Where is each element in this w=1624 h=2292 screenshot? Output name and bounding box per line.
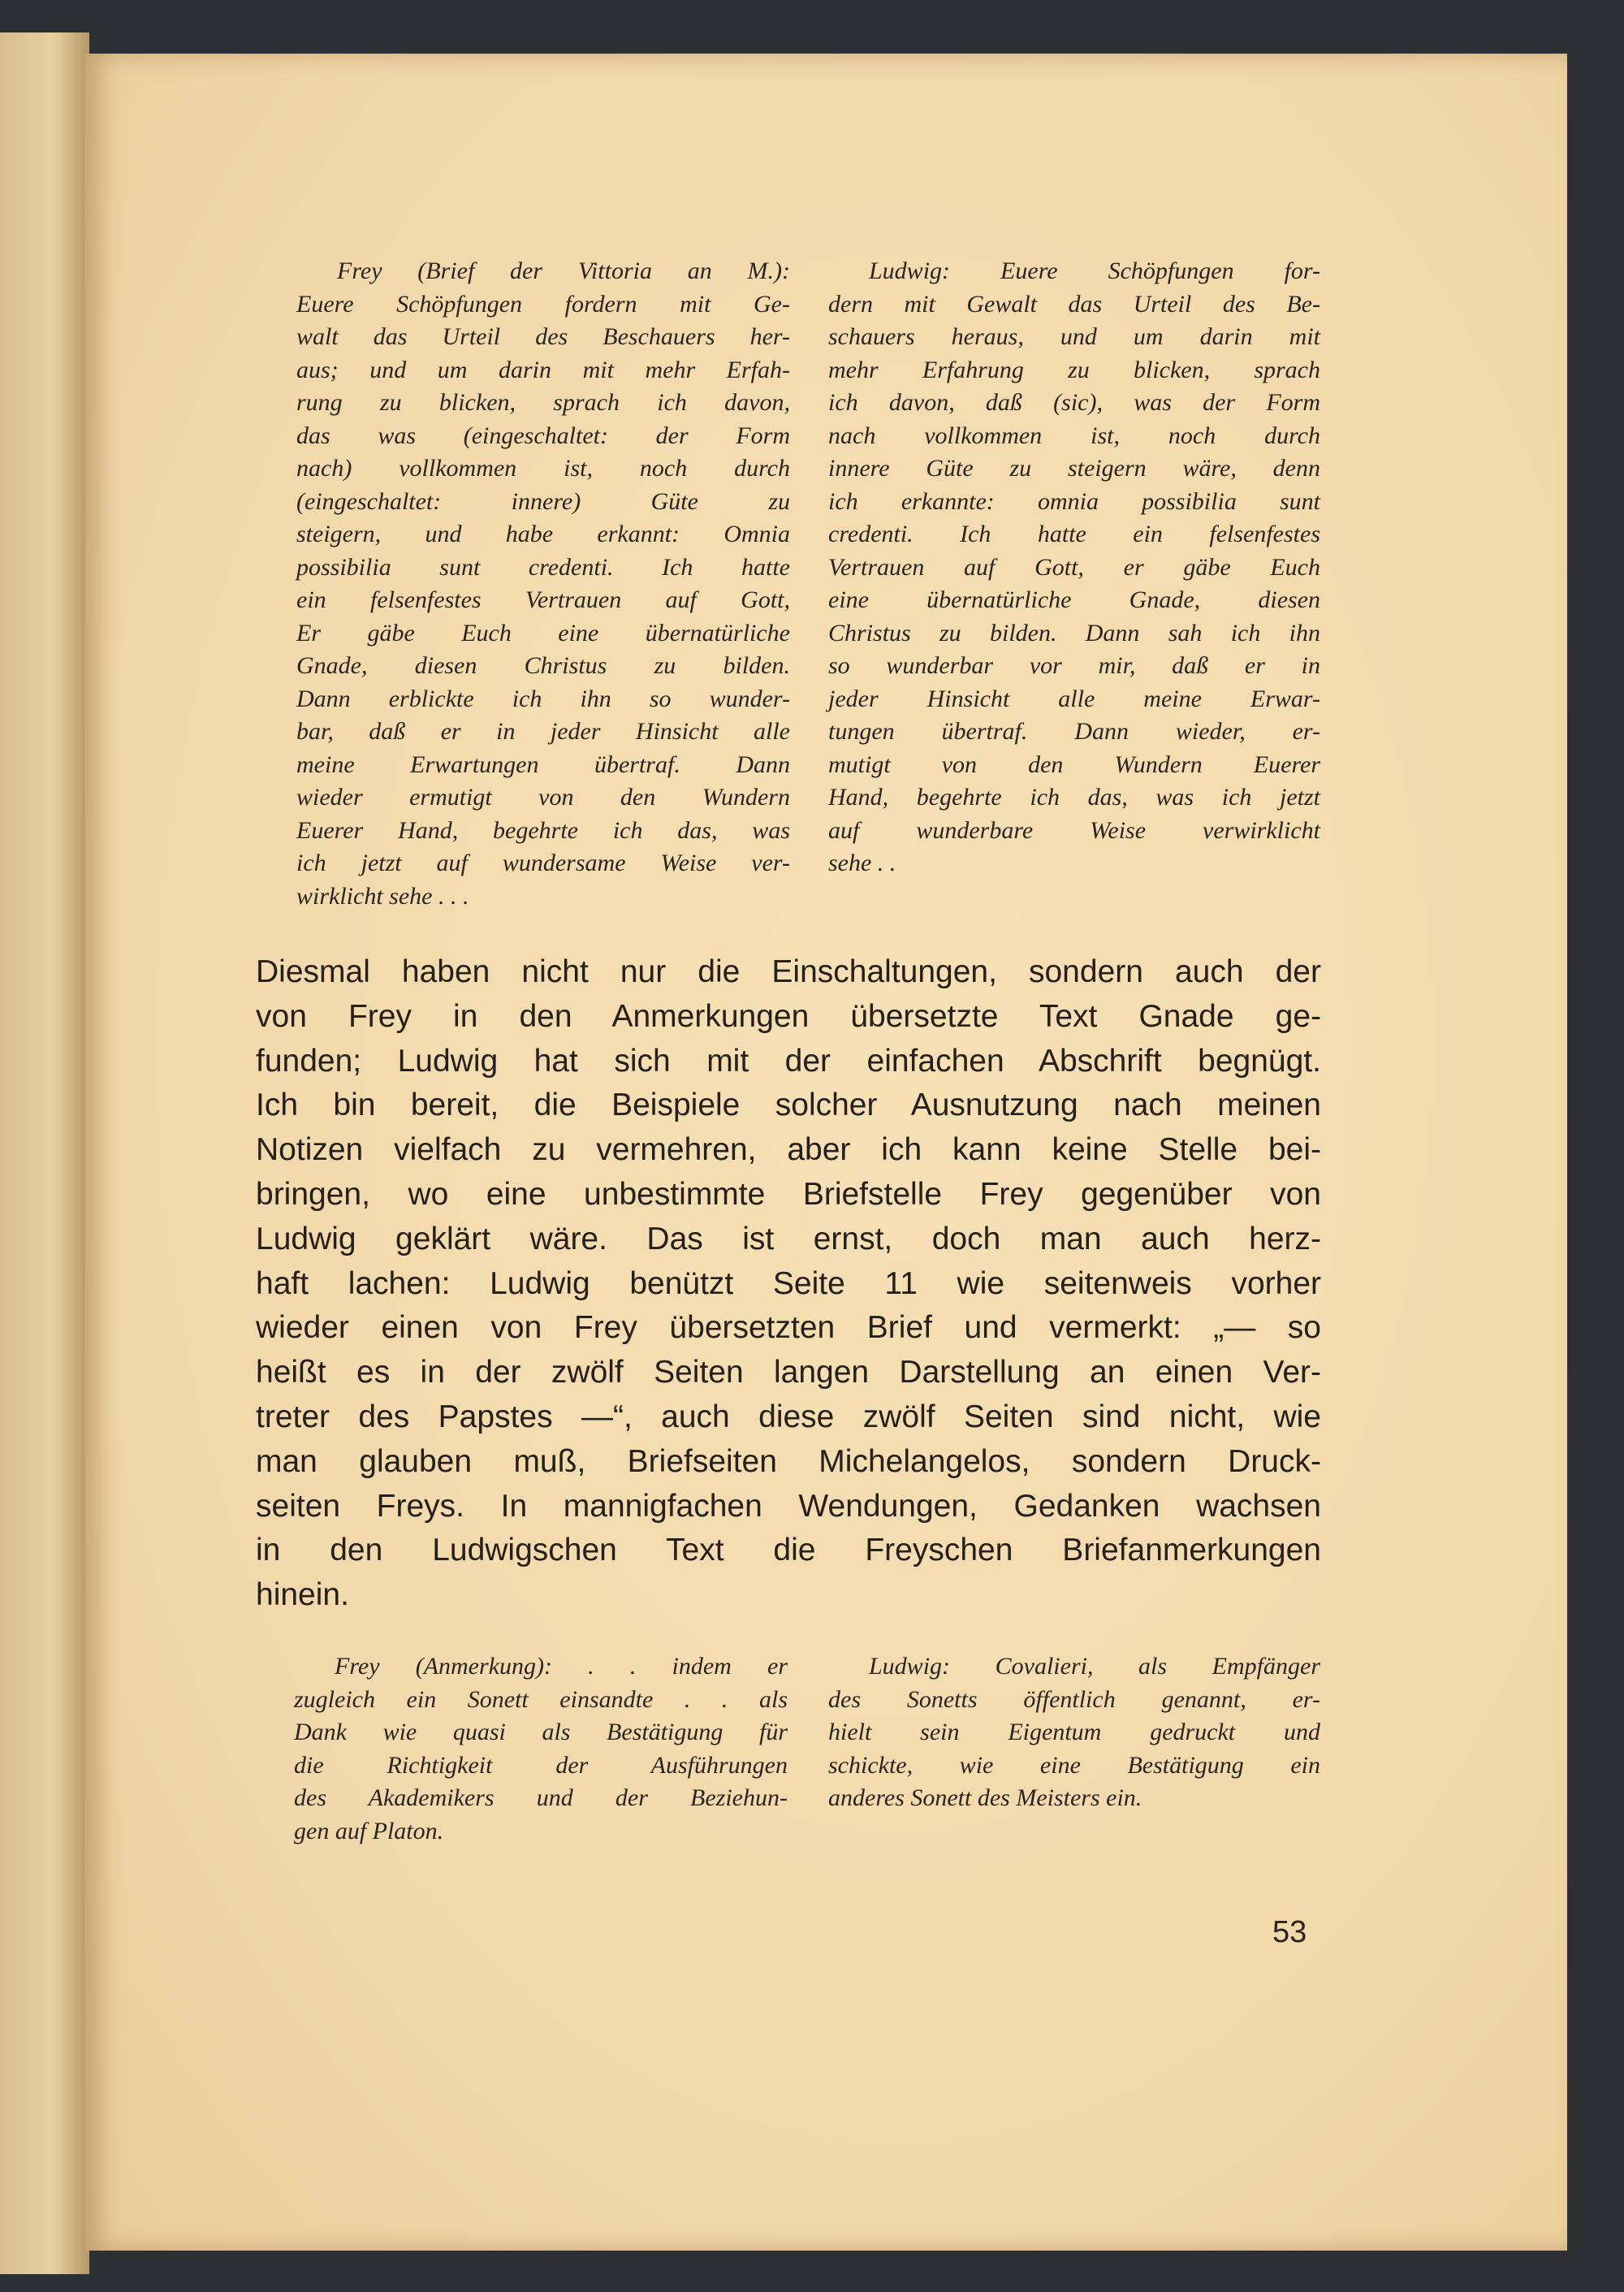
- body-paragraph: [256, 950, 1321, 1618]
- text-line: Dann erblickte ich ihn so wunder-: [296, 685, 790, 712]
- text-line: dern mit Gewalt das Urteil des Be-: [828, 290, 1320, 318]
- text-line: bringen, wo eine unbestimmte Briefstelle Frey gegenüber von: [256, 1176, 1321, 1212]
- text-line: aus; und um darin mit mehr Erfah-: [296, 356, 790, 383]
- text-line: so wunderbar vor mir, daß er in: [828, 652, 1320, 679]
- text-line: Euerer Hand, begehrte ich das, was: [296, 816, 790, 844]
- text-line: credenti. Ich hatte ein felsenfestes: [828, 521, 1320, 547]
- text-line: mehr Erfahrung zu blicken, sprach: [828, 356, 1320, 383]
- text-line: Vertrauen auf Gott, er gäbe Euch: [828, 553, 1320, 581]
- text-line: ich davon, daß (sic), was der Form: [828, 389, 1320, 416]
- text-line: ich jetzt auf wundersame Weise ver-: [296, 850, 790, 876]
- text-line: Frey (Anmerkung): . . indem er: [335, 1653, 788, 1680]
- text-line: Hand, begehrte ich das, was ich jetzt: [828, 784, 1320, 811]
- text-line: walt das Urteil des Beschauers her-: [296, 323, 790, 350]
- page-number: 53: [1272, 1915, 1307, 1949]
- text-line: schickte, wie eine Bestätigung ein: [828, 1751, 1320, 1779]
- text-line: nach vollkommen ist, noch durch: [828, 422, 1320, 449]
- text-line: meine Erwartungen übertraf. Dann: [296, 750, 790, 778]
- text-line: Ludwig geklärt wäre. Das ist ernst, doch man auch herz-: [256, 1221, 1321, 1256]
- text-line: mutigt von den Wundern Euerer: [828, 750, 1320, 778]
- text-line: heißt es in der zwölf Seiten langen Darstellung an einen Ver-: [256, 1355, 1321, 1390]
- text-line: tungen übertraf. Dann wieder, er-: [828, 718, 1320, 745]
- quote-frey-letter: [296, 255, 790, 913]
- text-line: in den Ludwigschen Text die Freyschen Briefanmerkungen: [256, 1533, 1321, 1568]
- text-line: man glauben muß, Briefseiten Michelangelos, sondern Druck-: [256, 1443, 1321, 1479]
- text-line: ich erkannte: omnia possibilia sunt: [828, 487, 1320, 515]
- quote-ludwig-note: [828, 1650, 1320, 1815]
- text-line: Notizen vielfach zu vermehren, aber ich kann keine Stelle bei-: [256, 1132, 1321, 1168]
- quote-frey-note: [294, 1650, 788, 1848]
- text-line: wieder einen von Frey übersetzten Brief und vermerkt: „— so: [256, 1310, 1321, 1346]
- text-line: eine übernatürliche Gnade, diesen: [828, 586, 1320, 613]
- text-line: des Akademikers und der Beziehun-: [294, 1784, 788, 1811]
- text-line: Christus zu bilden. Dann sah ich ihn: [828, 619, 1320, 647]
- text-line: die Richtigkeit der Ausführungen: [294, 1751, 788, 1779]
- text-line: innere Güte zu steigern wäre, denn: [828, 455, 1320, 482]
- text-line: Dank wie quasi als Bestätigung für: [294, 1719, 788, 1745]
- text-line: wieder ermutigt von den Wundern: [296, 784, 790, 811]
- text-line: Euere Schöpfungen fordern mit Ge-: [296, 290, 790, 318]
- text-line: Diesmal haben nicht nur die Einschaltungen, sondern auch der: [256, 954, 1321, 989]
- text-line: wirklicht sehe . . .: [296, 882, 469, 910]
- text-line: haft lachen: Ludwig benützt Seite 11 wie seitenweis vorher: [256, 1265, 1321, 1301]
- text-line: rung zu blicken, sprach ich davon,: [296, 389, 790, 416]
- text-line: Gnade, diesen Christus zu bilden.: [296, 652, 790, 679]
- text-line: possibilia sunt credenti. Ich hatte: [296, 553, 790, 581]
- text-line: nach) vollkommen ist, noch durch: [296, 455, 790, 482]
- text-line: Ludwig: Euere Schöpfungen for-: [869, 257, 1320, 284]
- text-line: seiten Freys. In mannigfachen Wendungen, Gedanken wachsen: [256, 1488, 1321, 1524]
- quote-ludwig-letter: [828, 255, 1320, 880]
- text-line: Frey (Brief der Vittoria an M.):: [337, 257, 790, 284]
- text-line: von Frey in den Anmerkungen übersetzte Text Gnade ge-: [256, 998, 1321, 1034]
- text-line: ein felsenfestes Vertrauen auf Gott,: [296, 586, 790, 613]
- text-line: anderes Sonett des Meisters ein.: [828, 1784, 1142, 1811]
- text-line: steigern, und habe erkannt: Omnia: [296, 521, 790, 547]
- text-line: funden; Ludwig hat sich mit der einfachen Abschrift begnügt.: [256, 1043, 1321, 1079]
- text-line: Er gäbe Euch eine übernatürliche: [296, 619, 790, 647]
- text-line: schauers heraus, und um darin mit: [828, 323, 1320, 350]
- text-line: zugleich ein Sonett einsandte . . als: [294, 1685, 788, 1713]
- text-line: das was (eingeschaltet: der Form: [296, 422, 790, 449]
- text-line: Ludwig: Covalieri, als Empfänger: [869, 1653, 1320, 1680]
- text-line: jeder Hinsicht alle meine Erwar-: [828, 685, 1320, 712]
- text-line: treter des Papstes —“, auch diese zwölf Seiten sind nicht, wie: [256, 1399, 1321, 1434]
- text-line: (eingeschaltet: innere) Güte zu: [296, 487, 790, 515]
- text-line: hielt sein Eigentum gedruckt und: [828, 1719, 1320, 1745]
- text-line: Ich bin bereit, die Beispiele solcher Ausnutzung nach meinen: [256, 1088, 1321, 1123]
- previous-page-edge: [0, 32, 89, 2274]
- text-line: sehe . .: [828, 850, 896, 876]
- text-line: hinein.: [256, 1577, 349, 1613]
- text-line: des Sonetts öffentlich genannt, er-: [828, 1685, 1320, 1713]
- text-line: auf wunderbare Weise verwirklicht: [828, 816, 1320, 844]
- text-line: gen auf Platon.: [294, 1817, 444, 1844]
- text-line: bar, daß er in jeder Hinsicht alle: [296, 718, 790, 745]
